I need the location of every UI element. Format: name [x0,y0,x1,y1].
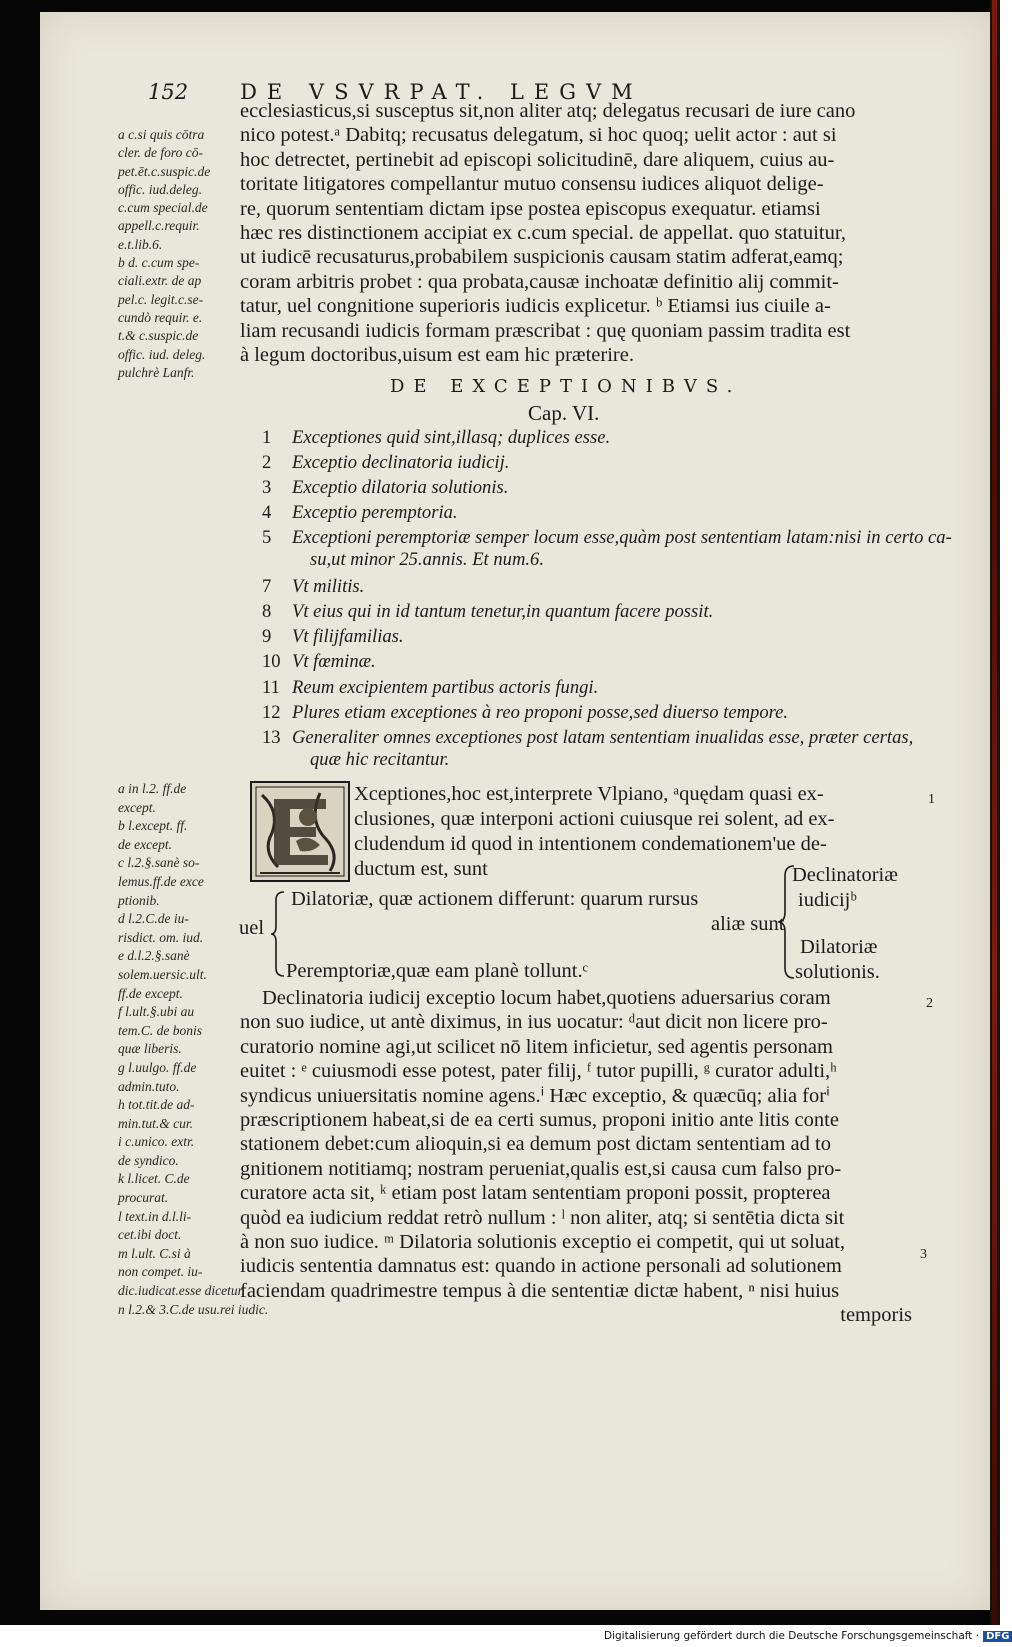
note-line: quæ liberis. [118,1041,182,1057]
note-line: i c.unico. extr. [118,1134,195,1150]
note-line: ciali.extr. de ap [118,273,202,289]
summary-text: Exceptiones quid sint,illasq; duplices esse. [292,427,611,448]
peremptoriae-text: Peremptoriæ,quæ eam planè tollunt.ᶜ [286,960,588,982]
text-line: à legum doctoribus,uisum est eam hic præterire. [240,344,634,367]
summary-number: 4 [262,502,272,523]
note-line: cundò requir. e. [118,309,203,325]
summary-number: 7 [262,576,272,597]
dilatoriae-solutionis-text-2: solutionis. [795,961,880,983]
intro-line: clusiones, quæ interponi actioni cuiusque rei solent, ad ex- [354,808,835,830]
digitization-footer [604,1630,1012,1642]
note-line: min.tut.& cur. [118,1115,194,1131]
text-line: ecclesiasticus,si susceptus sit,non aliter atq; delegatus recusari de iure cano [240,100,856,122]
running-title: DE VSVRPAT. LEGVM [240,80,643,104]
summary-number: 1 [262,427,272,448]
summary-text: Vt filijfamilias. [292,626,404,647]
text-line: tatur, uel congnitione superioris iudicis explicetur. ᵇ Etiamsi ius ciuile a- [240,295,831,318]
section-number: 2 [926,996,933,1011]
dilatoriae-solutionis-text: Dilatoriæ [800,936,878,958]
summary-number: 2 [262,452,272,473]
note-line: t.& c.suspic.de [118,328,199,344]
note-line: de except. [118,836,172,852]
note-line: solem.uersic.ult. [118,966,207,982]
note-line: pel.c. legit.c.se- [118,291,204,307]
intro-line: Xceptiones,hoc est,interprete Vlpiano, ᵃquędam quasi ex- [354,783,824,805]
summary-number: 11 [262,677,280,698]
note-line: b l.except. ff. [118,818,188,834]
summary-text: Vt eius qui in id tantum tenetur,in quantum facere possit. [292,601,714,622]
note-line: admin.tuto. [118,1078,180,1094]
text-line: stationem debet:cum alioquin,si ea demum post dictam sententiam ad to [240,1133,831,1156]
paragraph-top [240,99,930,367]
note-line: tem.C. de bonis [118,1022,202,1038]
note-line: ff.de except. [118,985,183,1001]
note-line: de syndico. [118,1152,179,1168]
section-number: 1 [928,792,935,807]
note-line: g l.uulgo. ff.de [118,1059,197,1075]
note-line: c.cum special.de [118,200,208,216]
text-line: liam recusandi iudicis formam præscribat : quę quoniam passim tradita est [240,319,851,342]
summary-text: Generaliter omnes exceptiones post latam sententiam inualidas esse, præter certas, [292,727,914,748]
summary-number: 10 [262,651,281,672]
dilatoriae-text: Dilatoriæ, quæ actionem differunt: quarum rursus [291,888,699,910]
note-line: pet.ēt.c.suspic.de [118,163,211,179]
note-line: non compet. iu- [118,1264,203,1280]
text-line: iudicis sententia damnatus est: quando in actione personali ad solutionem [240,1255,842,1278]
text-line: præscriptionem habeat,si de ea certi sumus, proponi initio ante litis conte [240,1109,839,1132]
note-line: appell.c.requir. [118,218,200,234]
text-line: Declinatoria iudicij exceptio locum habet,quotiens aduersarius coram [262,987,831,1009]
note-line: d l.2.C.de iu- [118,911,189,927]
summary-number: 9 [262,626,272,647]
footer-text: Digitalisierung gefördert durch die Deutsche Forschungsgemeinschaft · [604,1630,980,1642]
note-line: except. [118,799,156,815]
note-line: ptionib. [118,892,160,908]
note-line: pulchrè Lanfr. [118,364,195,380]
text-line: hæc res distinctionem accipiat ex c.cum special. de appellat. quo statuitur, [240,222,847,245]
page-number: 152 [148,80,189,104]
note-line: risdict. om. iud. [118,929,204,945]
declinatoriae-text: Declinatoriæ [792,864,898,886]
note-line: lemus.ff.de exce [118,873,204,889]
note-line: l text.in d.l.li- [118,1208,192,1224]
text-line: non suo iudice, ut antè diximus, in ius uocatur: ᵈaut dicit non licere pro- [240,1011,828,1034]
note-line: h tot.tit.de ad- [118,1097,195,1113]
decorated-initial-e-icon [250,781,350,882]
summary-text: Reum excipientem partibus actoris fungi. [292,677,599,698]
text-line: curatorio nomine agi,ut scilicet nō litem inficietur, sed agentis personam [240,1035,833,1058]
text-line: euitet : ᵉ cuiusmodi esse potest, pater filij, ᶠ tutor pupilli, ᵍ curator adulti,ʰ [240,1060,837,1083]
text-line: nico potest.ᵃ Dabitq; recusatus delegatum, si hoc quoq; uelit actor : aut si [240,124,837,147]
aliae-sunt-text: aliæ sunt [711,913,785,935]
note-line: e.t.lib.6. [118,236,163,252]
chapter-label: Cap. VI. [528,401,600,425]
summary-number: 12 [262,702,281,723]
note-line: a in l.2. ff.de [118,781,187,796]
declinatoriae-text-2: iudicijᵇ [798,889,857,911]
note-line: cler. de foro cō- [118,145,203,161]
note-line: k l.licet. C.de [118,1171,190,1187]
intro-line: cludendum id quod in intentionem condemationem'ue de- [354,833,827,855]
summary-text: Exceptio dilatoria solutionis. [292,477,509,498]
text-line: coram arbitris probet : qua probata,causæ inchoatæ definitio alij commit- [240,270,839,293]
note-line: f l.ult.§.ubi au [118,1004,195,1020]
summary-text-continued: quæ hic recitantur. [310,749,450,770]
book-edge [990,0,1000,1625]
text-line: syndicus uniuersitatis nomine agens.ⁱ Hæc exceptio, & quæcūq; alia forⁱ [240,1084,830,1107]
summary-text-continued: su,ut minor 25.annis. Et num.6. [310,549,544,570]
note-line: offic. iud. deleg. [118,346,206,362]
note-line: m l.ult. C.si à [118,1245,191,1261]
summary-text: Vt fœminæ. [292,651,376,672]
marginal-notes-top [118,126,238,382]
text-line: ut iudicē recusaturus,probabilem suspicionis causam statim adferat,eamq; [240,246,844,269]
text-line: quòd ea iudicium reddat retrò nullum : ˡ non aliter, atq; si sentētia dicta sit [240,1206,845,1229]
note-line: a c.si quis cōtra [118,127,205,142]
paragraph-bottom [240,986,930,1328]
summary-text: Vt militis. [292,576,365,597]
note-line: n l.2.& 3.C.de usu.rei iudic. [118,1301,269,1317]
summary-text: Exceptio declinatoria iudicij. [292,452,510,473]
catchword: temporis [840,1304,912,1327]
intro-line: ductum est, sunt [354,858,488,880]
dfg-logo: DFG [983,1631,1012,1642]
summary-text: Exceptioni peremptoriæ semper locum esse,quàm post sententiam latam:nisi in certo ca- [292,527,952,548]
note-line: dic.iudicat.esse dicetur. [118,1283,245,1299]
note-line: offic. iud.deleg. [118,181,202,197]
summary-number: 5 [262,527,272,548]
note-line: e d.l.2.§.sanè [118,948,190,964]
text-line: gnitionem notitiamq; nostram perueniat,qualis est,si causa cum falso pro- [240,1157,842,1180]
summary-text: Plures etiam exceptiones à reo proponi posse,sed diuerso tempore. [292,702,789,723]
note-line: cet.ibi doct. [118,1227,182,1243]
text-line: faciendam quadrimestre tempus à die sententiæ dictæ habent, ⁿ nisi huius [240,1279,840,1302]
text-line: re, quorum sententiam dictam ipse postea episcopus exequatur. etiamsi [240,197,821,220]
text-line: toritate litigatores compellantur mutuo consensu iudices aliquot delige- [240,173,824,196]
text-line: curatore acta sit, ᵏ etiam post latam sententiam proponi possit, propterea [240,1182,831,1205]
note-line: c l.2.§.sanè so- [118,855,200,871]
left-brace-icon [270,890,286,978]
brace-uel: uel [239,917,265,939]
section-number: 3 [920,1247,927,1262]
text-line: hoc detrectet, pertinebit ad episcopi solicitudinē, dare aliquem, cuius au- [240,148,835,171]
text-line: à non suo iudice. ᵐ Dilatoria solutionis exceptio ei competit, qui ut soluat, [240,1231,845,1254]
summary-number: 8 [262,601,272,622]
summary-number: 13 [262,727,281,748]
note-line: b d. c.cum spe- [118,255,200,271]
note-line: procurat. [118,1190,169,1206]
section-heading: DE EXCEPTIONIBVS. [390,376,742,397]
summary-number: 3 [262,477,272,498]
summary-text: Exceptio peremptoria. [292,502,458,523]
